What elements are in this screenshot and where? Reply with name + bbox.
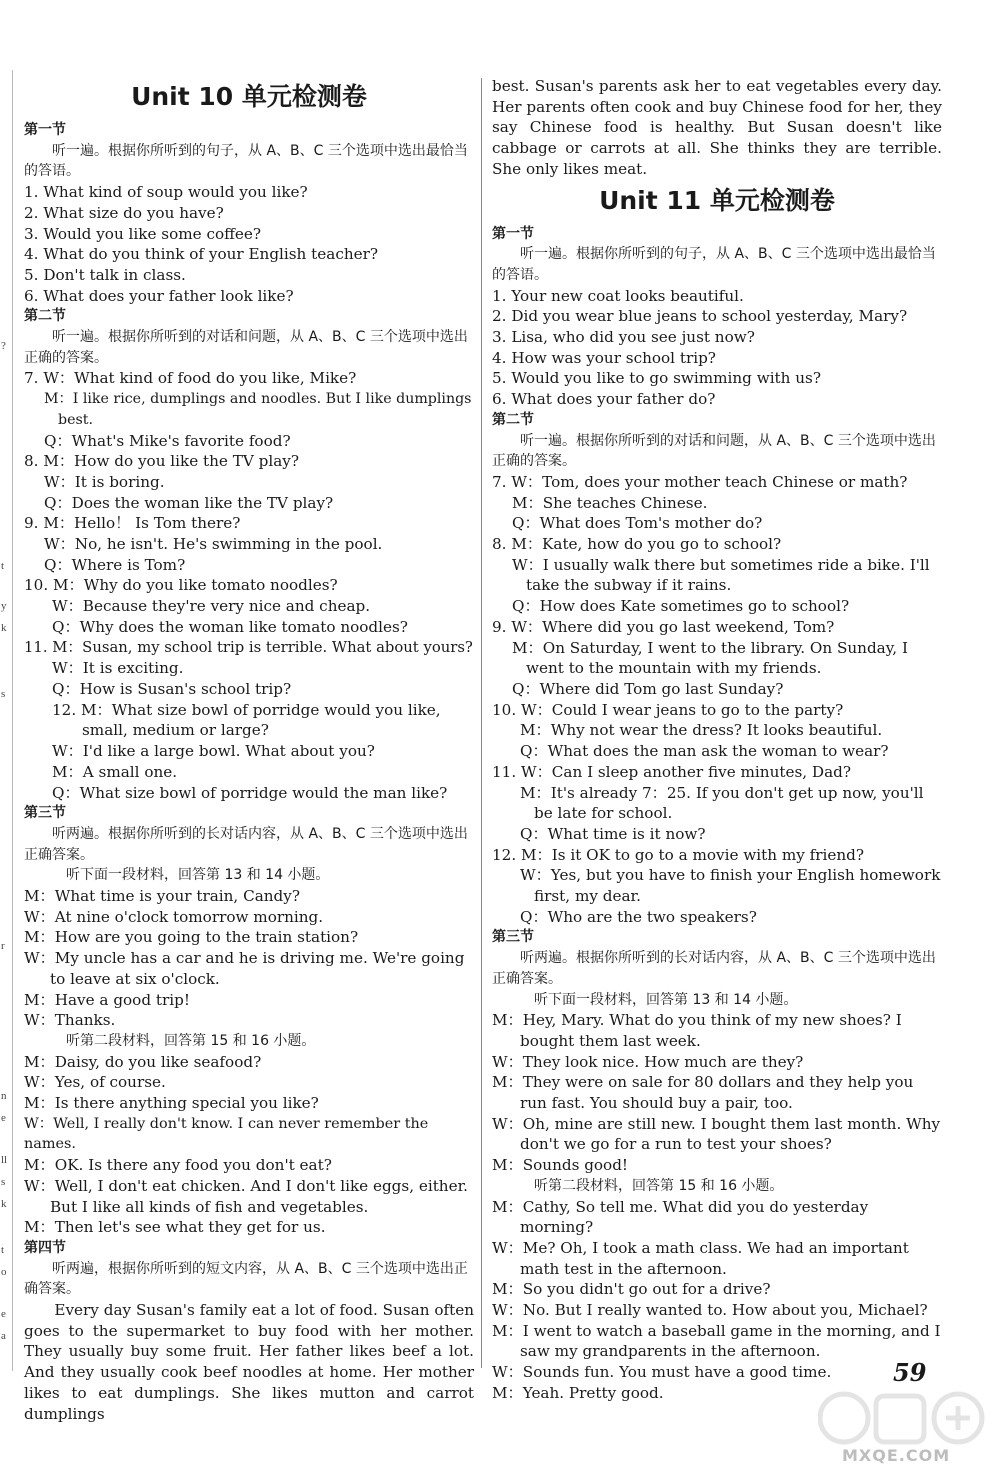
page-number: 59 — [893, 1358, 927, 1387]
section-instructions: 听两遍，根据你所听到的短文内容，从 A、B、C 三个选项中选出正确答案。 — [24, 1260, 468, 1298]
section-instructions: 听一遍。根据你所听到的句子，从 A、B、C 三个选项中选出最恰当的答语。 — [24, 142, 468, 180]
edge-fragment: k — [1, 622, 7, 634]
dialogue-line: 11. M：Susan, my school trip is terrible. What about yours? — [24, 638, 473, 656]
question-6: 6. What does your father look like? — [24, 286, 294, 305]
edge-fragment: ? — [1, 340, 6, 352]
dialogue-line: M：Daisy, do you like seafood? — [24, 1052, 262, 1071]
dialogue-line: W：I'd like a large bowl. What about you? — [52, 742, 375, 761]
edge-fragment: e — [1, 1112, 6, 1124]
dialogue-line: W：They look nice. How much are they? — [492, 1052, 804, 1071]
edge-fragment: a — [1, 1330, 6, 1342]
dialogue-line: 7. W：What kind of food do you like, Mike? — [24, 369, 357, 388]
section-header: 第一节 — [24, 122, 66, 138]
dialogue-question: Q：What does Tom's mother do? — [512, 514, 763, 533]
dialogue-line: 10. W：Could I wear jeans to go to the party? — [492, 700, 844, 719]
section-header: 第三节 — [492, 929, 534, 946]
dialogue-line: W：Me? Oh, I took a math class. We had an important math test in the afternoon. — [492, 1238, 909, 1278]
section-header: 第一节 — [492, 225, 534, 242]
dialogue-line: M：Have a good trip! — [24, 990, 190, 1009]
edge-fragment: n — [1, 1090, 7, 1102]
section-instructions: 听一遍。根据你所听到的对话和问题，从 A、B、C 三个选项中选出正确的答案。 — [24, 329, 468, 366]
section-instructions: 听两遍。根据你所听到的长对话内容，从 A、B、C 三个选项中选出正确答案。 — [24, 825, 468, 863]
dialogue-question: Q：How does Kate sometimes go to school? — [512, 597, 850, 616]
dialogue-question: Q：Where is Tom? — [44, 555, 186, 574]
dialogue-line: 7. W：Tom, does your mother teach Chinese or math? — [492, 472, 908, 491]
dialogue-line: M：So you didn't go out for a drive? — [492, 1280, 771, 1299]
question-1: 1. Your new coat looks beautiful. — [492, 286, 744, 305]
question-5: 5. Don't talk in class. — [24, 265, 186, 284]
dialogue-line: 12. M：What size bowl of porridge would you like, small, medium or large? — [52, 700, 441, 740]
section-instructions: 听一遍。根据你所听到的句子，从 A、B、C 三个选项中选出最恰当的答语。 — [492, 246, 936, 283]
dialogue-question: Q：Why does the woman like tomato noodles? — [52, 617, 408, 636]
question-6: 6. What does your father do? — [492, 390, 716, 409]
dialogue-line: M：Sounds good! — [492, 1156, 629, 1175]
edge-fragment: k — [1, 1198, 7, 1210]
dialogue-line: 11. W：Can I sleep another five minutes, Dad? — [492, 762, 851, 781]
section-instructions: 听一遍。根据你所听到的对话和问题，从 A、B、C 三个选项中选出正确的答案。 — [492, 432, 936, 470]
question-3: 3. Lisa, who did you see just now? — [492, 328, 755, 347]
dialogue-line: M：On Saturday, I went to the library. On Sunday, I went to the mountain with my friends. — [512, 638, 908, 678]
material-instruction: 听第二段材料，回答第 15 和 16 小题。 — [66, 1032, 316, 1049]
question-5: 5. Would you like to go swimming with us? — [492, 369, 821, 388]
edge-fragment: e — [1, 1308, 6, 1320]
dialogue-line: W：Thanks. — [24, 1011, 116, 1030]
left-column — [24, 76, 474, 1424]
dialogue-line: M：Why not wear the dress? It looks beautiful. — [520, 721, 883, 740]
edge-fragment: o — [1, 1266, 7, 1278]
column-divider — [481, 78, 482, 1368]
material-instruction: 听下面一段材料，回答第 13 和 14 小题。 — [534, 991, 798, 1008]
dialogue-line: M：I went to watch a baseball game in the morning, and I saw my grandparents in the afternoon. — [492, 1321, 941, 1361]
dialogue-line: 9. M：Hello！ Is Tom there? — [24, 514, 241, 533]
passage-continuation: best. Susan's parents ask her to eat vegetables every day. Her parents often cook and buy Chinese food for her, they say Chinese food is healthy. But Susan doesn't like cabbage or carrots at all. She thinks they are terrible. She only likes meat. — [492, 77, 942, 178]
dialogue-line: W：I usually walk there but sometimes ride a bike. I'll take the subway if it rains. — [512, 555, 930, 595]
dialogue-line: M：I like rice, dumplings and noodles. But I like dumplings best. — [44, 391, 472, 428]
dialogue-question: Q：What's Mike's favorite food? — [44, 431, 291, 450]
dialogue-line: W：Oh, mine are still new. I bought them last month. Why don't we go for a run to test your shoes? — [492, 1114, 941, 1154]
question-3: 3. Would you like some coffee? — [24, 224, 262, 243]
material-instruction: 听第二段材料，回答第 15 和 16 小题。 — [534, 1177, 784, 1194]
question-4: 4. How was your school trip? — [492, 348, 716, 367]
dialogue-line: 12. M：Is it OK to go to a movie with my friend? — [492, 845, 865, 864]
dialogue-line: W：No, he isn't. He's swimming in the pool. — [44, 535, 383, 554]
edge-fragment: t — [1, 560, 5, 572]
watermark-text: MXQE.COM — [842, 1446, 951, 1465]
question-2: 2. What size do you have? — [24, 203, 224, 222]
dialogue-line: M：She teaches Chinese. — [512, 493, 708, 512]
section-header: 第三节 — [24, 805, 66, 822]
dialogue-question: Q：Does the woman like the TV play? — [44, 493, 334, 512]
dialogue-line: W：Well, I really don't know. I can never remember the names. — [24, 1115, 429, 1153]
dialogue-question: Q：What time is it now? — [520, 824, 706, 843]
question-4: 4. What do you think of your English teacher? — [24, 245, 378, 264]
dialogue-line: W：Sounds fun. You must have a good time. — [492, 1363, 832, 1382]
dialogue-line: W：Because they're very nice and cheap. — [52, 597, 371, 616]
unit-10-title: Unit 10 单元检测卷 — [131, 82, 367, 111]
section-instructions: 听两遍。根据你所听到的长对话内容，从 A、B、C 三个选项中选出正确答案。 — [492, 950, 936, 987]
right-column — [492, 76, 942, 1404]
edge-fragment: r — [1, 940, 5, 952]
binding-edge-line — [12, 70, 13, 1371]
dialogue-line: W：It is exciting. — [52, 659, 184, 678]
dialogue-question: Q：Who are the two speakers? — [520, 907, 757, 926]
dialogue-line: W：It is boring. — [44, 472, 165, 491]
edge-fragment: s — [1, 688, 6, 700]
dialogue-line: M：Hey, Mary. What do you think of my new shoes? I bought them last week. — [492, 1011, 902, 1050]
section-header: 第二节 — [492, 411, 534, 428]
dialogue-line: 8. M：Kate, how do you go to school? — [492, 535, 782, 554]
material-instruction: 听下面一段材料，回答第 13 和 14 小题。 — [66, 867, 330, 884]
dialogue-question: Q：What size bowl of porridge would the man like? — [52, 783, 448, 802]
dialogue-line: M：Cathy, So tell me. What did you do yesterday morning? — [492, 1197, 869, 1237]
dialogue-line: W：Yes, of course. — [24, 1073, 166, 1092]
dialogue-line: M：A small one. — [52, 762, 178, 781]
dialogue-line: M：How are you going to the train station? — [24, 928, 359, 947]
dialogue-line: W：Yes, but you have to finish your English homework first, my dear. — [520, 866, 941, 906]
dialogue-question: Q：What does the man ask the woman to wear? — [520, 742, 889, 761]
dialogue-line: 9. W：Where did you go last weekend, Tom? — [492, 617, 835, 636]
dialogue-line: M：OK. Is there any food you don't eat? — [24, 1156, 332, 1175]
dialogue-line: W：My uncle has a car and he is driving me. We're going to leave at six o'clock. — [24, 949, 465, 988]
dialogue-line: W：No. But I really wanted to. How about you, Michael? — [492, 1301, 928, 1320]
edge-fragment: y — [1, 600, 7, 612]
unit-11-title: Unit 11 单元检测卷 — [599, 185, 835, 215]
section-header: 第四节 — [24, 1239, 66, 1256]
dialogue-line: M：It's already 7：25. If you don't get up now, you'll be late for school. — [520, 783, 924, 823]
dialogue-line: W：At nine o'clock tomorrow morning. — [24, 907, 324, 926]
dialogue-line: M：Then let's see what they get for us. — [24, 1218, 326, 1237]
question-2: 2. Did you wear blue jeans to school yesterday, Mary? — [492, 307, 908, 326]
edge-fragment: s — [1, 1176, 6, 1188]
dialogue-line: M：Is there anything special you like? — [24, 1094, 319, 1113]
dialogue-line: 8. M：How do you like the TV play? — [24, 452, 300, 471]
edge-fragment: t — [1, 1244, 5, 1256]
section-header: 第二节 — [24, 308, 66, 325]
dialogue-line: M：What time is your train, Candy? — [24, 887, 300, 906]
dialogue-line: 10. M：Why do you like tomato noodles? — [24, 576, 338, 595]
dialogue-question: Q：How is Susan's school trip? — [52, 679, 292, 698]
passage-text: Every day Susan's family eat a lot of food. Susan often goes to the supermarket to buy food with her mother. They usually buy some fruit. Her father likes beef a lot. And they usually cook beef noodles at home. Her mother likes to eat dumplings. She likes mutton and carrot dumplings — [24, 1301, 474, 1423]
edge-fragment: ll — [1, 1154, 8, 1166]
dialogue-line: M：Yeah. Pretty good. — [492, 1383, 664, 1402]
question-1: 1. What kind of soup would you like? — [24, 183, 308, 202]
dialogue-line: W：Well, I don't eat chicken. And I don't like eggs, either. But I like all kinds of fish and vegetables. — [24, 1176, 468, 1216]
dialogue-line: M：They were on sale for 80 dollars and they help you run fast. You should buy a pair, too. — [492, 1073, 914, 1113]
dialogue-question: Q：Where did Tom go last Sunday? — [512, 679, 784, 698]
